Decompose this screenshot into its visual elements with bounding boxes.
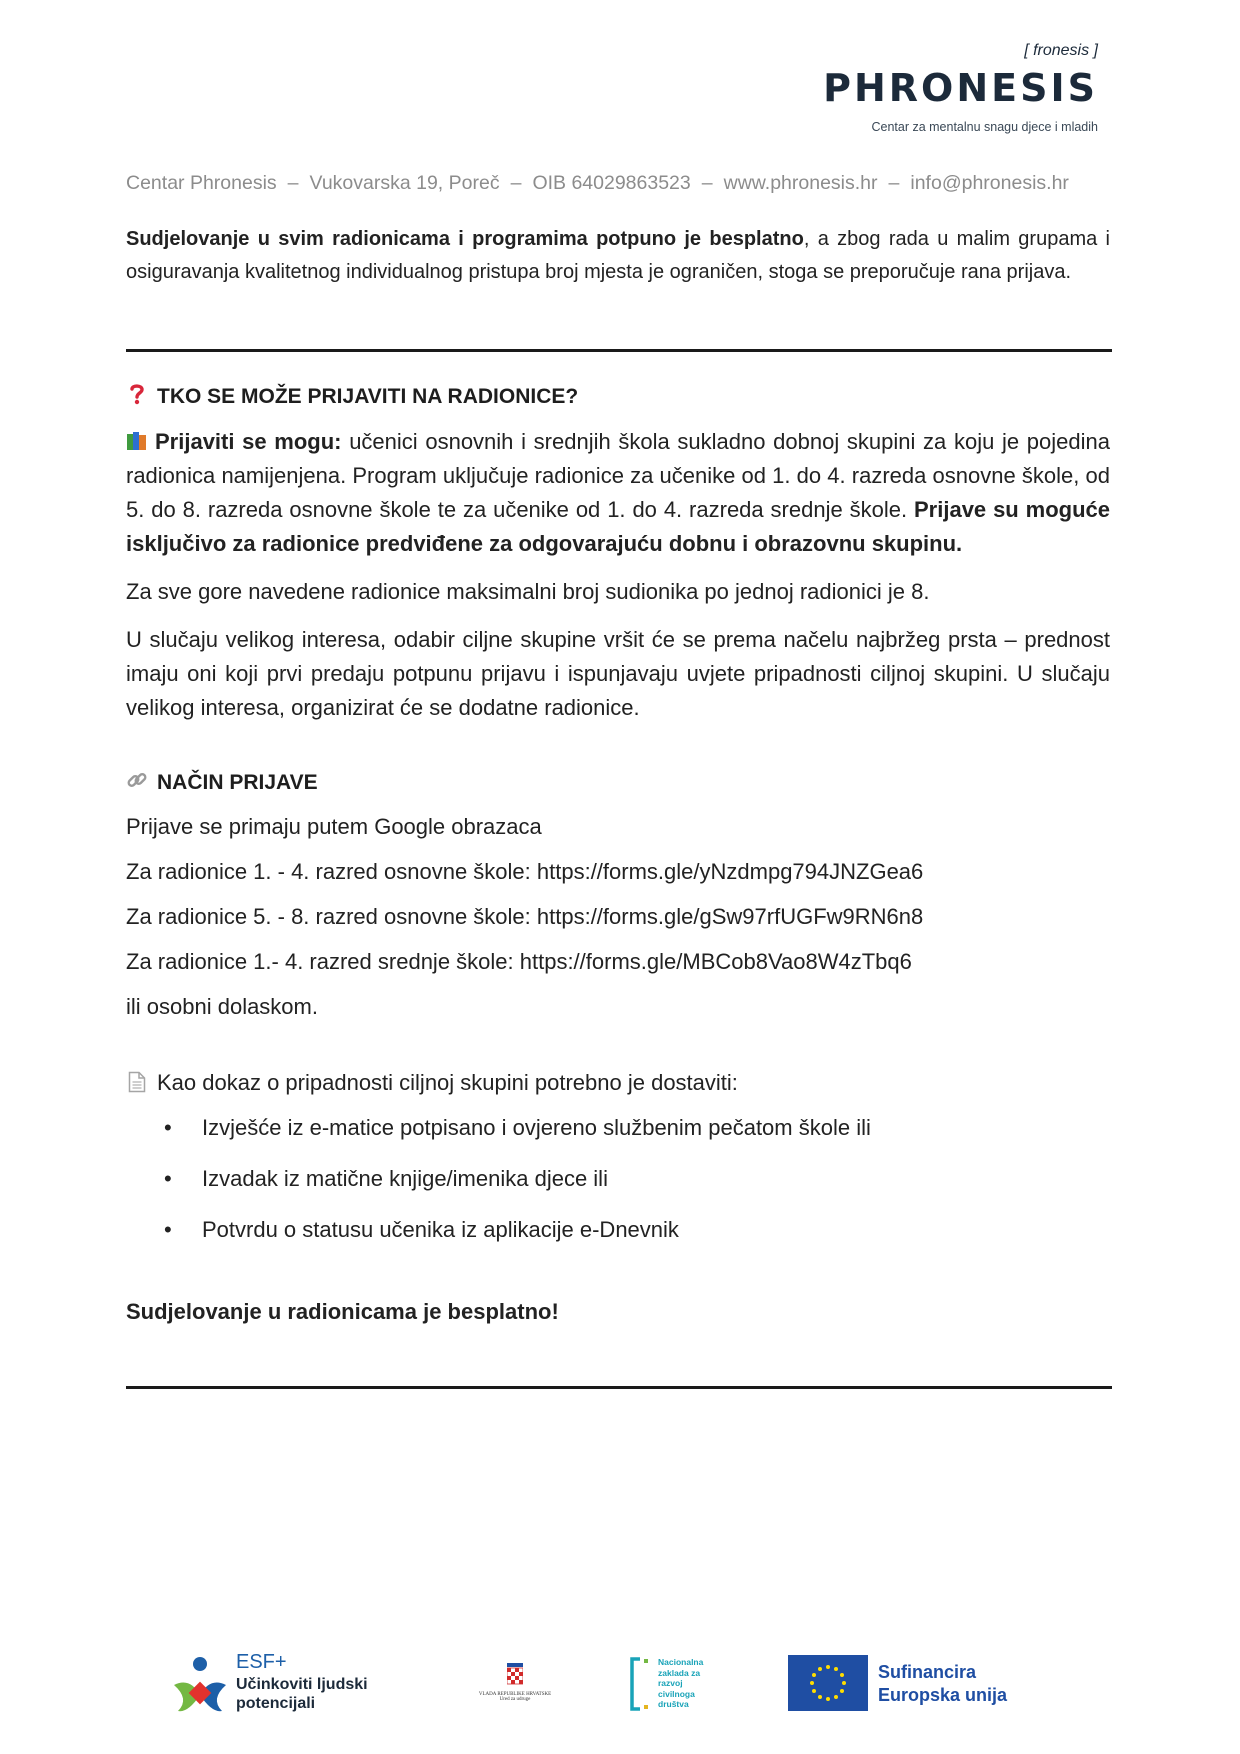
nz-line: razvoj [658,1678,683,1688]
max-participants-text: Za sve gore navedene radionice maksimalni broj sudionika po jednoj radionici je 8. [126,579,930,604]
nz-line: društva [658,1699,689,1709]
nz-line: zaklada za [658,1667,701,1678]
nz-line: Nacionalna [658,1657,704,1667]
esf-logo-icon [170,1655,230,1719]
who-paragraph [126,425,1110,561]
separator: – [287,172,299,194]
registration-link-primary-1-4 [126,855,1110,889]
contact-line [126,172,1126,195]
document-body [126,223,1110,1389]
proof-list [126,1111,1110,1247]
eu-line: Sufinancira [878,1662,977,1682]
gov-line: Ured za udruge [499,1697,531,1702]
eu-line: Europska unija [878,1685,1008,1705]
link-icon [126,769,148,797]
croatian-coat-of-arms-icon [507,1663,523,1685]
interest-paragraph: U slučaju velikog interesa, odabir ciljne skupine vršit će se prema načelu najbržeg prsta – prednost imaju oni koji prvi predaju potpunu prijavu i ispunjavaju uvjete pripadnosti ciljnoj skupini. U slučaju velikog interesa, organizirat će se dodatne radionice. [126,627,1110,720]
gov-logo [470,1663,560,1702]
list-item: • Izvješće iz e-matice potpisano i ovjereno službenim pečatom škole ili [126,1111,1110,1145]
form-url-link[interactable]: https://forms.gle/yNzdmpg794JNZGea6 [536,859,924,884]
proof-heading [126,1066,1110,1100]
funding-logos [170,1645,1070,1725]
org-name: Centar Phronesis [126,172,277,194]
in-person-text: ili osobni dolaskom. [126,994,318,1019]
who-heading-text: TKO SE MOŽE PRIJAVITI NA RADIONICE? [157,385,579,408]
closing-statement: Sudjelovanje u radionicama je besplatno! [126,1299,559,1324]
gov-line: VLADA REPUBLIKE HRVATSKE [478,1692,552,1697]
proof-heading-text: Kao dokaz o pripadnosti ciljnoj skupini potrebno je dostaviti: [157,1070,738,1095]
esf-title: ESF+ [236,1651,287,1673]
email-link[interactable]: info@phronesis.hr [910,172,1069,194]
question-icon [126,383,148,411]
books-icon [126,425,148,459]
who-heading [126,383,1110,411]
list-item: • Izvadak iz matične knjige/imenika djece ili [126,1162,1110,1196]
nz-line: civilnoga [658,1688,695,1699]
who-lead-bold-end: Prijave su moguće isključivo za radionice predviđene za odgovarajuću dobnu i obrazovnu skupinu. [126,497,1110,556]
esf-line: potencijali [236,1695,316,1712]
oib: OIB 64029863523 [532,172,691,194]
address: Vukovarska 19, Poreč [309,172,500,194]
form-url-link[interactable]: https://forms.gle/MBCob8Vao8W4zTbq6 [519,949,912,974]
logo-name: PHRONESIS [823,66,1098,110]
logo-tagline: [ fronesis ] [1024,42,1098,59]
esf-line: Učinkoviti ljudski [236,1676,368,1693]
phronesis-logo [823,42,1098,142]
how-heading [126,769,1110,797]
intro-rest: , a zbog rada u malim grupama i osiguravanja kvalitetnog individualnog pristupa broj mjesta je ograničen, stoga se preporučuje rana prijava. [126,228,1111,283]
separator: – [510,172,522,194]
form-url-link[interactable]: https://forms.gle/gSw97rfUGFw9RN6n8 [536,904,924,929]
divider [126,349,1112,352]
intro-paragraph [126,223,1110,289]
separator: – [888,172,900,194]
who-lead-text: učenici osnovnih i srednjih škola sukladno dobnoj skupini za koju je pojedina radionica namijenjena. Program uključuje radionice za učenike od 1. do 4. razreda osnovne škole, od 5. do 8. razreda osnovne škole te za učenike od 1. do 4. razreda srednje škole. [126,429,1110,522]
separator: – [701,172,713,194]
link-label: Za radionice 1. - 4. razred osnovne škole: [126,859,537,884]
list-item: • Potvrdu o statusu učenika iz aplikacije e-Dnevnik [126,1213,1110,1247]
intro-bold: Sudjelovanje u svim radionicama i programima potpuno je besplatno [126,228,804,250]
nz-bracket-icon [628,1655,658,1713]
who-lead-bold: Prijaviti se mogu: [155,429,342,454]
document-icon [126,1066,148,1100]
esf-text [236,1675,368,1713]
eu-flag-icon [788,1655,868,1711]
link-label: Za radionice 5. - 8. razred osnovne škole: [126,904,537,929]
nz-text [658,1657,703,1710]
how-intro: Prijave se primaju putem Google obrazaca [126,814,542,839]
registration-link-primary-5-8 [126,900,1110,934]
how-heading-text: NAČIN PRIJAVE [157,771,318,794]
divider [126,1386,1112,1389]
logo-subtitle: Centar za mentalnu snagu djece i mladih [871,120,1098,134]
link-label: Za radionice 1.- 4. razred srednje škole: [126,949,520,974]
registration-link-secondary-1-4 [126,945,1110,979]
eu-text [878,1661,1007,1707]
website-link[interactable]: www.phronesis.hr [723,172,878,194]
